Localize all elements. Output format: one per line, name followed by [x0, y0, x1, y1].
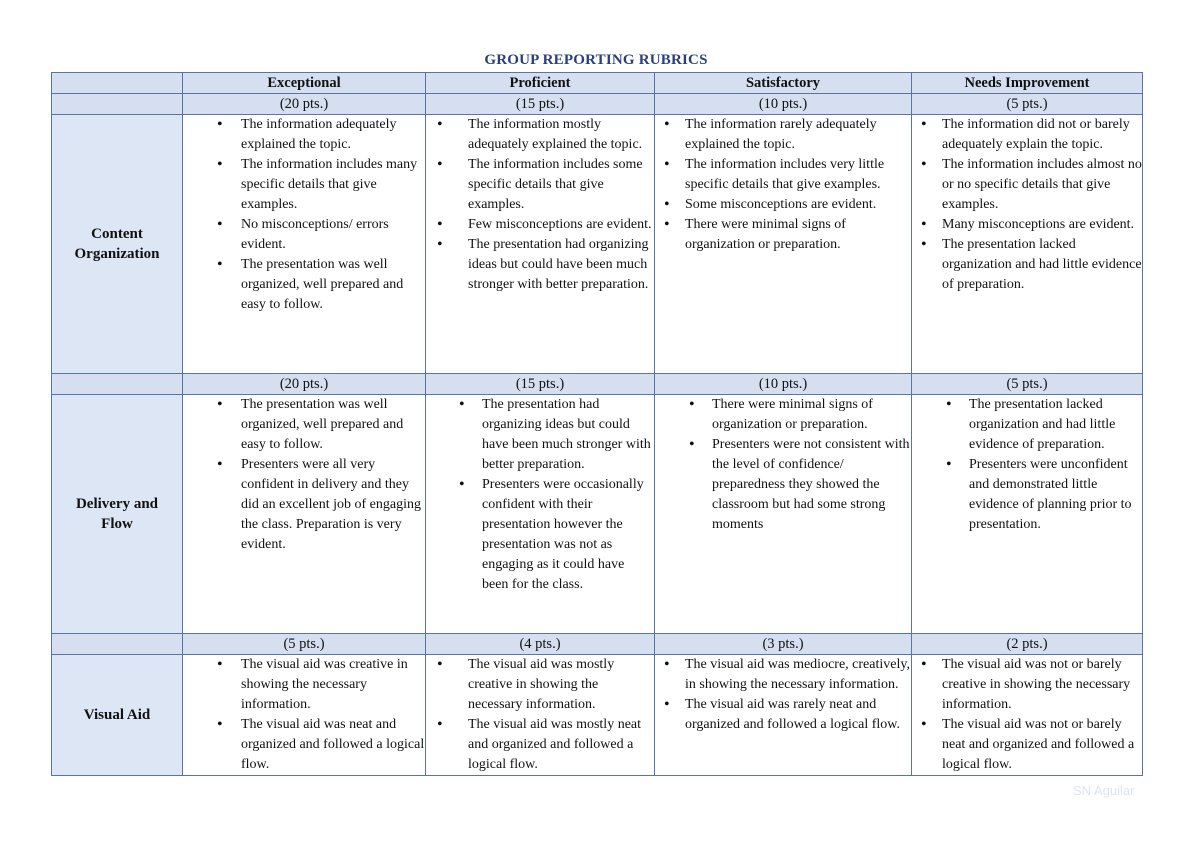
points-blank-cell	[52, 374, 183, 395]
criteria-bullet: • The visual aid was mostly neat and organized and followed a logical flow.	[426, 715, 654, 775]
criteria-bullet: • There were minimal signs of organization or preparation.	[655, 395, 911, 435]
points-cell: (4 pts.)	[426, 634, 655, 655]
column-header-satisfactory: Satisfactory	[655, 73, 912, 94]
points-row	[52, 634, 1143, 655]
points-blank-cell	[52, 634, 183, 655]
criteria-bullet: • The information includes some specific details that give examples.	[426, 155, 654, 215]
category-label-line: Content	[91, 226, 143, 242]
criteria-cell	[655, 655, 912, 776]
criteria-cell	[912, 655, 1143, 776]
column-header-needs-improvement: Needs Improvement	[912, 73, 1143, 94]
criteria-bullet: • The visual aid was neat and organized and followed a logical flow.	[183, 715, 425, 775]
criteria-bullet: • The information includes many specific details that give examples.	[183, 155, 425, 215]
criteria-cell	[655, 115, 912, 374]
criteria-bullet: • The presentation had organizing ideas but could have been much stronger with better preparation.	[426, 235, 654, 295]
category-label-line: Visual Aid	[83, 707, 151, 723]
criteria-bullet: • The presentation was well organized, well prepared and easy to follow.	[183, 255, 425, 315]
rubric-table	[51, 72, 1143, 776]
criteria-cell	[426, 395, 655, 634]
criteria-cell	[183, 655, 426, 776]
criteria-bullet: • Presenters were unconfident and demonstrated little evidence of planning prior to presentation.	[912, 455, 1142, 535]
points-cell: (15 pts.)	[426, 94, 655, 115]
criteria-bullet: • Many misconceptions are evident.	[912, 215, 1142, 235]
points-cell: (5 pts.)	[912, 94, 1143, 115]
criteria-cell	[912, 115, 1143, 374]
category-label-line: Organization	[74, 246, 160, 262]
category-label-line: Delivery and	[75, 496, 159, 512]
criteria-bullet: • Presenters were not consistent with the level of confidence/ preparedness they showed the classroom but had some strong moments	[655, 435, 911, 535]
header-row	[52, 73, 1143, 94]
category-label	[52, 115, 183, 374]
criteria-bullet: • There were minimal signs of organization or preparation.	[655, 215, 911, 255]
criteria-bullet: • The visual aid was not or barely neat and organized and followed a logical flow.	[912, 715, 1142, 775]
criteria-bullet: • The presentation lacked organization and had little evidence of preparation.	[912, 395, 1142, 455]
points-cell: (5 pts.)	[912, 374, 1143, 395]
criteria-bullet: • The visual aid was rarely neat and organized and followed a logical flow.	[655, 695, 911, 735]
criteria-bullet: • The presentation was well organized, well prepared and easy to follow.	[183, 395, 425, 455]
points-blank-cell	[52, 94, 183, 115]
watermark-text: SN Aguilar	[1073, 783, 1135, 798]
points-row	[52, 94, 1143, 115]
criteria-bullet: • The visual aid was mostly creative in showing the necessary information.	[426, 655, 654, 715]
criteria-cell	[183, 115, 426, 374]
criteria-bullet: • The visual aid was not or barely creative in showing the necessary information.	[912, 655, 1142, 715]
points-cell: (3 pts.)	[655, 634, 912, 655]
criteria-bullet: • The visual aid was mediocre, creatively, in showing the necessary information.	[655, 655, 911, 695]
criteria-bullet: • The information rarely adequately explained the topic.	[655, 115, 911, 155]
points-cell: (15 pts.)	[426, 374, 655, 395]
criteria-bullet: • Presenters were all very confident in delivery and they did an excellent job of engaging the class. Preparation is very evident.	[183, 455, 425, 555]
criteria-bullet: • Some misconceptions are evident.	[655, 195, 911, 215]
criteria-bullet: • The information adequately explained the topic.	[183, 115, 425, 155]
category-label	[52, 655, 183, 776]
criteria-bullet: • The information did not or barely adequately explain the topic.	[912, 115, 1142, 155]
points-row	[52, 374, 1143, 395]
criteria-bullet: • The information mostly adequately explained the topic.	[426, 115, 654, 155]
criteria-bullet: • No misconceptions/ errors evident.	[183, 215, 425, 255]
points-cell: (10 pts.)	[655, 94, 912, 115]
criteria-cell	[426, 115, 655, 374]
points-cell: (5 pts.)	[183, 634, 426, 655]
points-cell: (20 pts.)	[183, 94, 426, 115]
criteria-row-delivery-flow	[52, 395, 1143, 634]
column-header-proficient: Proficient	[426, 73, 655, 94]
criteria-row-visual-aid	[52, 655, 1143, 776]
points-cell: (20 pts.)	[183, 374, 426, 395]
criteria-bullet: • The visual aid was creative in showing the necessary information.	[183, 655, 425, 715]
criteria-bullet: • Few misconceptions are evident.	[426, 215, 654, 235]
category-label-line: Flow	[101, 516, 133, 532]
column-header-exceptional: Exceptional	[183, 73, 426, 94]
criteria-bullet: • The information includes almost no or no specific details that give examples.	[912, 155, 1142, 215]
criteria-bullet: • The presentation lacked organization and had little evidence of preparation.	[912, 235, 1142, 295]
criteria-bullet: • The information includes very little specific details that give examples.	[655, 155, 911, 195]
category-label	[52, 395, 183, 634]
criteria-row-content-organization	[52, 115, 1143, 374]
criteria-bullet: • Presenters were occasionally confident with their presentation however the presentation was not as engaging as it could have been for the class.	[426, 475, 654, 595]
criteria-cell	[912, 395, 1143, 634]
points-cell: (10 pts.)	[655, 374, 912, 395]
points-cell: (2 pts.)	[912, 634, 1143, 655]
criteria-cell	[655, 395, 912, 634]
header-blank-cell	[52, 73, 183, 94]
criteria-bullet: • The presentation had organizing ideas but could have been much stronger with better preparation.	[426, 395, 654, 475]
criteria-cell	[183, 395, 426, 634]
criteria-cell	[426, 655, 655, 776]
document-title: GROUP REPORTING RUBRICS	[484, 52, 708, 68]
